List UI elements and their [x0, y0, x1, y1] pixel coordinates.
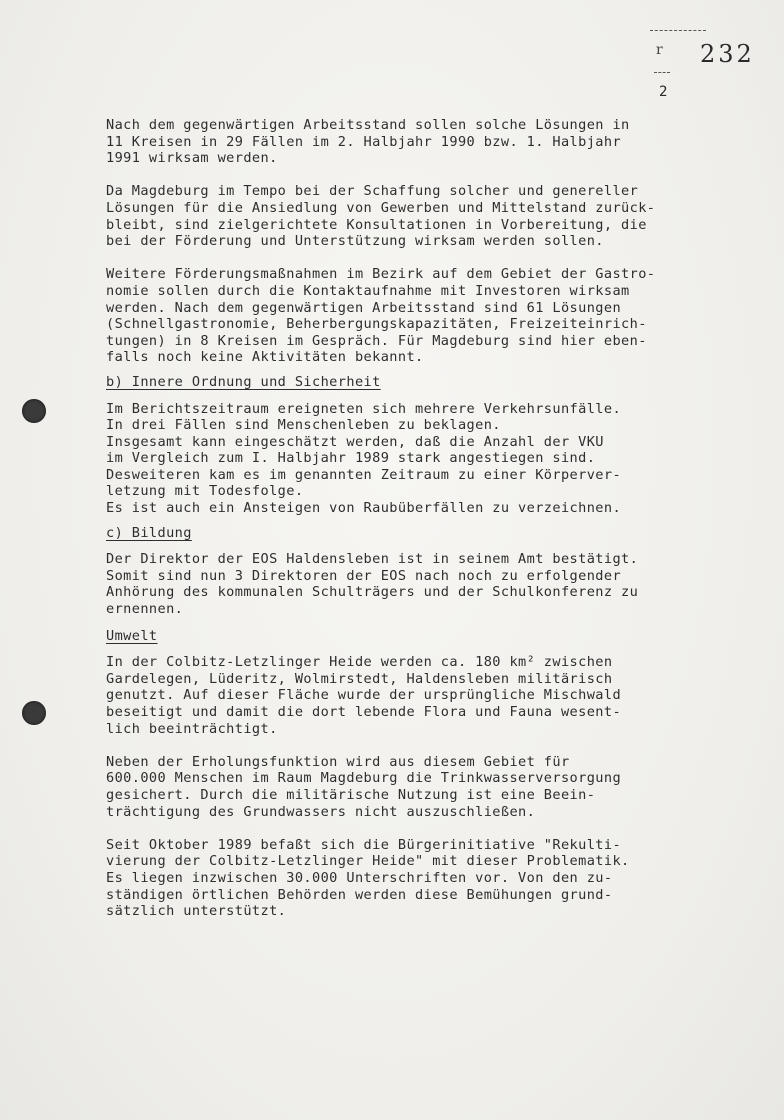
text-line: bleibt, sind zielgerichtete Konsultationen in Vorbereitung, die	[106, 216, 647, 233]
section-heading-bildung: c) Bildung	[106, 524, 192, 541]
text-line: 11 Kreisen in 29 Fällen im 2. Halbjahr 1990 bzw. 1. Halbjahr	[106, 133, 622, 150]
text-line: ständigen örtlichen Behörden werden diese Bemühungen grund-	[106, 886, 613, 903]
paragraph	[106, 266, 746, 366]
text-line: Desweiteren kam es im genannten Zeitraum zu einer Körperver-	[106, 466, 622, 483]
text-line: 1991 wirksam werden.	[106, 150, 278, 167]
paragraph	[106, 117, 746, 167]
section-heading-umwelt: Umwelt	[106, 627, 158, 644]
text-line: Lösungen für die Ansiedlung von Gewerben und Mittelstand zurück-	[106, 199, 656, 216]
text-line: Da Magdeburg im Tempo bei der Schaffung solcher und genereller	[106, 183, 639, 200]
text-line: In drei Fällen sind Menschenleben zu beklagen.	[106, 417, 501, 434]
stamp-mark: r	[656, 42, 663, 58]
text-line: bei der Förderung und Unterstützung wirksam werden sollen.	[106, 233, 604, 250]
text-line: Es liegen inzwischen 30.000 Unterschriften vor. Von den zu-	[106, 869, 613, 886]
text-line: Seit Oktober 1989 befaßt sich die Bürgerinitiative "Rekulti-	[106, 836, 622, 853]
text-line: nomie sollen durch die Kontaktaufnahme mit Investoren wirksam	[106, 282, 630, 299]
text-line: Im Berichtszeitraum ereigneten sich mehrere Verkehrsunfälle.	[106, 400, 622, 417]
text-line: Der Direktor der EOS Haldensleben ist in seinem Amt bestätigt.	[106, 551, 639, 568]
paragraph	[106, 183, 746, 249]
paragraph	[106, 551, 746, 617]
page-number: 2	[659, 84, 668, 100]
text-line: gesichert. Durch die militärische Nutzung ist eine Beein-	[106, 786, 596, 803]
punch-hole	[22, 399, 46, 423]
text-line: falls noch keine Aktivitäten bekannt.	[106, 349, 424, 366]
stamp-dash	[654, 72, 670, 73]
text-line: Insgesamt kann eingeschätzt werden, daß die Anzahl der VKU	[106, 433, 604, 450]
text-line: lich beeinträchtigt.	[106, 720, 278, 737]
text-line: Es ist auch ein Ansteigen von Raubüberfällen zu verzeichnen.	[106, 500, 622, 517]
text-line: tungen) in 8 Kreisen im Gespräch. Für Magdeburg sind hier eben-	[106, 332, 647, 349]
text-line: genutzt. Auf dieser Fläche wurde der ursprüngliche Mischwald	[106, 687, 622, 704]
paragraph	[106, 837, 746, 920]
text-line: trächtigung des Grundwassers nicht auszuschließen.	[106, 803, 536, 820]
text-line: Somit sind nun 3 Direktoren der EOS nach noch zu erfolgender	[106, 567, 622, 584]
paragraph	[106, 401, 746, 517]
text-line: Gardelegen, Lüderitz, Wolmirstedt, Haldensleben militärisch	[106, 670, 613, 687]
text-line: In der Colbitz-Letzlinger Heide werden ca. 180 km² zwischen	[106, 654, 613, 671]
text-line: letzung mit Todesfolge.	[106, 483, 304, 500]
paragraph	[106, 654, 746, 737]
document-body	[106, 117, 746, 936]
text-line: vierung der Colbitz-Letzlinger Heide" mit dieser Problematik.	[106, 853, 630, 870]
stamp-dash	[650, 30, 706, 31]
text-line: im Vergleich zum I. Halbjahr 1989 stark angestiegen sind.	[106, 450, 596, 467]
archive-stamp-number: 232	[700, 40, 755, 68]
punch-hole	[22, 701, 46, 725]
section-heading-innere-ordnung: b) Innere Ordnung und Sicherheit	[106, 373, 381, 390]
text-line: ernennen.	[106, 601, 184, 618]
text-line: Anhörung des kommunalen Schulträgers und der Schulkonferenz zu	[106, 584, 639, 601]
text-line: Weitere Förderungsmaßnahmen im Bezirk auf dem Gebiet der Gastro-	[106, 266, 656, 283]
text-line: Nach dem gegenwärtigen Arbeitsstand sollen solche Lösungen in	[106, 117, 630, 133]
text-line: beseitigt und damit die dort lebende Flora und Fauna wesent-	[106, 704, 622, 720]
text-line: sätzlich unterstützt.	[106, 903, 287, 920]
text-line: 600.000 Menschen im Raum Magdeburg die Trinkwasserversorgung	[106, 770, 622, 787]
text-line: (Schnellgastronomie, Beherbergungskapazitäten, Freizeiteinrich-	[106, 316, 647, 333]
text-line: werden. Nach dem gegenwärtigen Arbeitsstand sind 61 Lösungen	[106, 299, 622, 316]
text-line: Neben der Erholungsfunktion wird aus diesem Gebiet für	[106, 753, 570, 770]
paragraph	[106, 754, 746, 820]
